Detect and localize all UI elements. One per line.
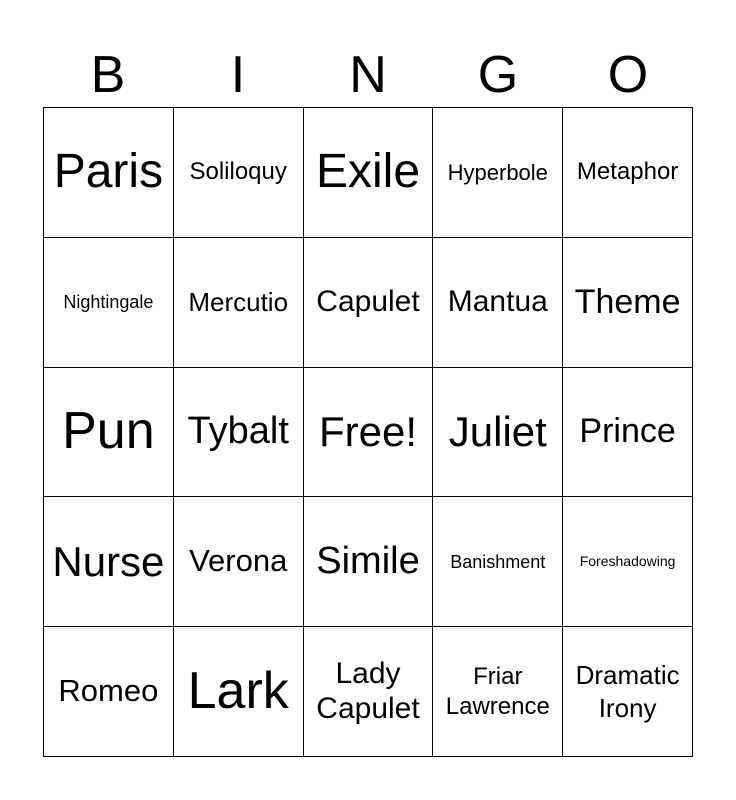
- header-letter-o: O: [607, 46, 649, 104]
- cell-label: Tybalt: [187, 410, 289, 453]
- header-letter-b: B: [90, 46, 126, 104]
- cell-label: Theme: [574, 282, 681, 321]
- cell-label: Dramatic Irony: [575, 660, 680, 723]
- bingo-cell[interactable]: [433, 627, 563, 757]
- cell-label: Capulet: [316, 284, 420, 318]
- bingo-header: [43, 44, 693, 106]
- header-letter-n: N: [349, 46, 387, 104]
- bingo-cell[interactable]: [433, 238, 563, 368]
- cell-label: Mantua: [447, 284, 548, 318]
- bingo-cell[interactable]: [174, 238, 304, 368]
- free-space[interactable]: [304, 368, 434, 498]
- bingo-grid: [43, 107, 693, 757]
- header-letter-g: G: [477, 46, 519, 104]
- cell-label: Juliet: [448, 407, 547, 455]
- cell-label: Banishment: [450, 551, 546, 572]
- cell-label: Hyperbole: [447, 159, 548, 185]
- bingo-cell[interactable]: [433, 497, 563, 627]
- cell-label: Lark: [187, 662, 289, 720]
- bingo-cell[interactable]: [44, 627, 174, 757]
- bingo-cell[interactable]: [174, 627, 304, 757]
- bingo-cell[interactable]: [304, 497, 434, 627]
- bingo-cell[interactable]: [174, 497, 304, 627]
- bingo-cell[interactable]: [304, 238, 434, 368]
- cell-label: Lady Capulet: [316, 657, 420, 725]
- bingo-cell[interactable]: [44, 238, 174, 368]
- header-letter-i: I: [230, 46, 246, 104]
- bingo-cell[interactable]: [433, 368, 563, 498]
- cell-label: Friar Lawrence: [445, 662, 550, 720]
- cell-label: Foreshadowing: [579, 553, 676, 570]
- bingo-cell[interactable]: [304, 108, 434, 238]
- cell-label: Soliloquy: [189, 158, 287, 186]
- bingo-cell[interactable]: [174, 108, 304, 238]
- cell-label: Romeo: [58, 673, 159, 709]
- bingo-cell[interactable]: [563, 108, 693, 238]
- cell-label: Mercutio: [188, 286, 289, 317]
- cell-label: Nurse: [52, 537, 165, 585]
- cell-label: Verona: [189, 543, 288, 579]
- bingo-cell[interactable]: [304, 627, 434, 757]
- bingo-cell[interactable]: [44, 108, 174, 238]
- bingo-cell[interactable]: [563, 627, 693, 757]
- cell-label: Exile: [315, 145, 421, 198]
- bingo-cell[interactable]: [433, 108, 563, 238]
- cell-label: Nightingale: [63, 291, 154, 312]
- bingo-cell[interactable]: [563, 368, 693, 498]
- bingo-cell[interactable]: [563, 238, 693, 368]
- cell-label: Paris: [53, 145, 164, 198]
- cell-label: Simile: [316, 539, 420, 582]
- bingo-cell[interactable]: [174, 368, 304, 498]
- cell-label: Pun: [62, 402, 155, 461]
- bingo-cell[interactable]: [563, 497, 693, 627]
- cell-label: Prince: [579, 412, 676, 451]
- bingo-cell[interactable]: [44, 368, 174, 498]
- bingo-cell[interactable]: [44, 497, 174, 627]
- cell-label: Free!: [318, 407, 417, 455]
- cell-label: Metaphor: [576, 158, 679, 186]
